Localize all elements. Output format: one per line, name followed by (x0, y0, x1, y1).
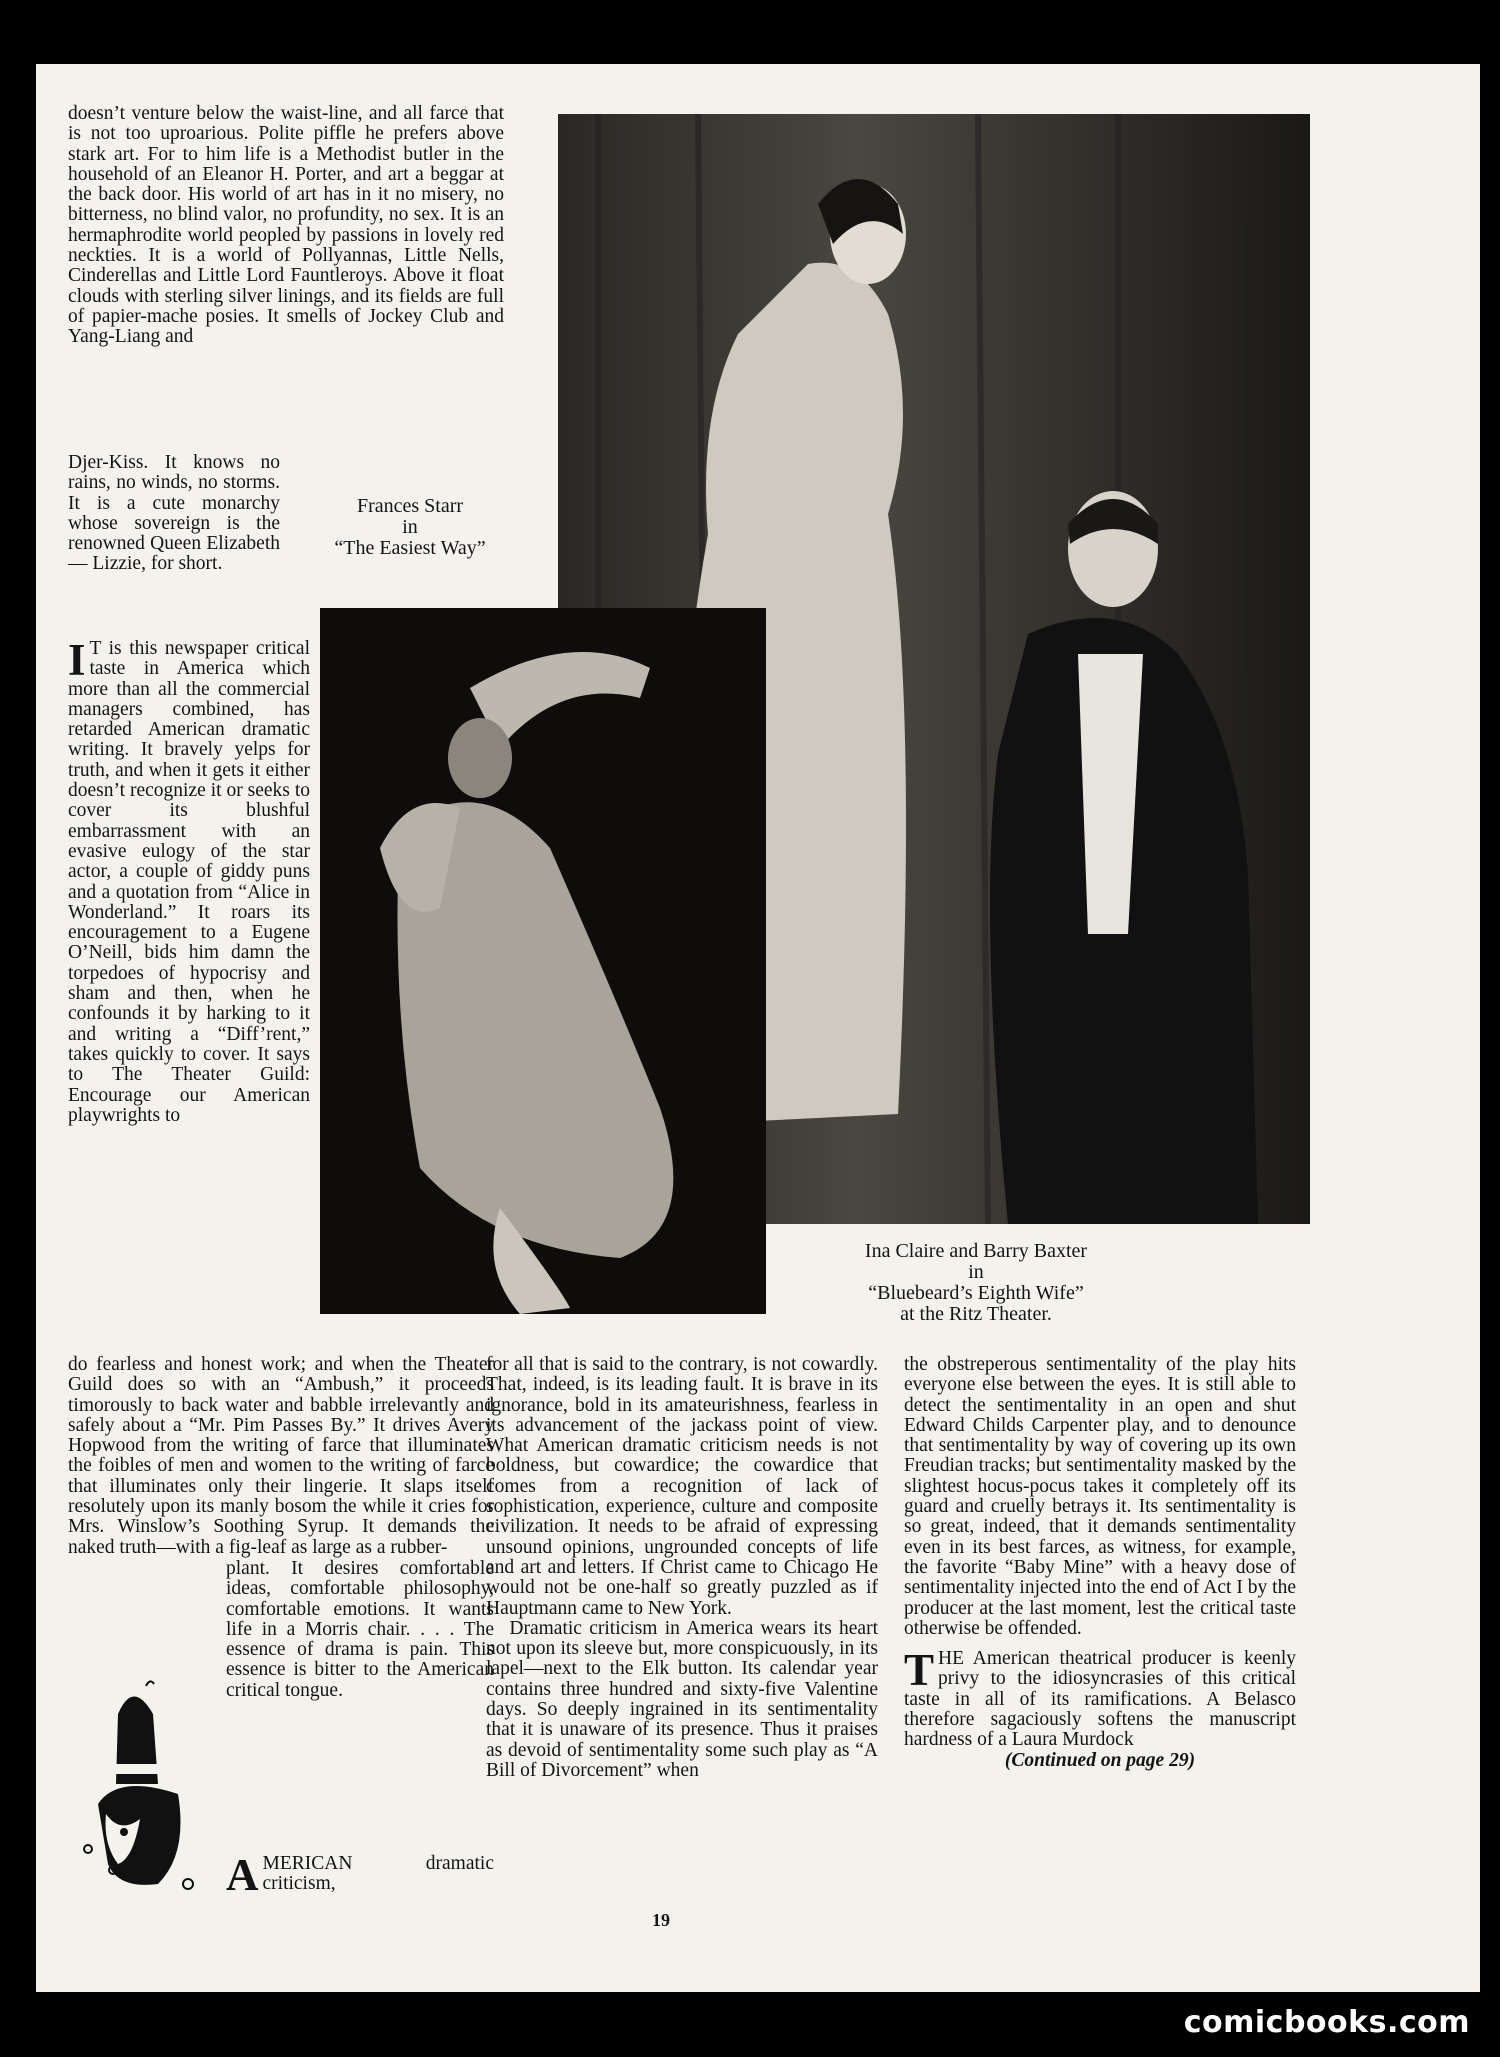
photo-caption-frances-starr: Frances Starr in “The Easiest Way” (334, 495, 486, 559)
drop-cap: T (904, 1645, 935, 1696)
column-1-final-text: A MERICAN dramatic criticism, (226, 1850, 494, 1900)
masked-figure-illustration (58, 1674, 218, 1904)
magazine-page (36, 64, 1480, 1992)
column-1-narrow-text: Djer-Kiss. It knows no rains, no winds, no storms. It is a cute monarchy whose sovereign is the renowned Queen Elizabeth — Lizzie, for short. (68, 452, 280, 575)
drop-cap: I (68, 635, 86, 685)
photo-caption-ina-claire: Ina Claire and Barry Baxter in “Bluebeard’s Eighth Wife” at the Ritz Theater. (864, 1240, 1088, 1325)
photo-frances-starr (320, 608, 766, 1314)
continued-note: (Continued on page 29) (1004, 1749, 1196, 1771)
drop-cap: A (226, 1850, 259, 1900)
page-number: 19 (652, 1910, 670, 1930)
column-1-paragraph-2: I T is this newspaper critical taste in America which more than all the commercial managers combined, has retarded American dramatic writing. It bravely yelps for truth, and when it gets it either doesn’t recognize it or seeks to cover its blushful embarrassment with an evasive eulogy of the star actor, a couple of giddy puns and a quotation from “Alice in Wonderland.” It roars its encouragement to a Eugene O’Neill, bids him damn the torpedoes of hypocrisy and sham and then, when he confounds it by harking to it and writing a “Diff’rent,” takes quickly to cover. It says to The Theater Guild: Encourage our American playwrights to (68, 635, 310, 1126)
column-3-paragraph-2: T HE American theatrical producer is keenly privy to the idiosyncrasies of this critical taste in all of its ramifications. A Belasco therefore sagaciously softens the manuscript hardness of a Laura Murdock (904, 1645, 1296, 1751)
column-1-top-text: doesn’t venture below the waist-line, and all farce that is not too uproarious. Polite piffle he prefers above stark art. For to him life is a Methodist butler in the household of an Eleanor H. Porter, and art a beggar at the back door. His world of art has in it no misery, no bitterness, no blind valor, no profundity, no sex. It is an hermaphrodite world peopled by passions in lovely red neckties. It is a world of Pollyannas, Little Nells, Cinderellas and Little Lord Fauntleroys. Above it float clouds with sterling silver linings, and its fields are full of papier-mache posies. It smells of Jockey Club and Yang-Liang and (68, 103, 504, 348)
watermark: comicbooks.com (1183, 2005, 1470, 2040)
column-1-bottom-text: plant. It desires comfortable ideas, comfortable philosophy, comfortable emotions. It wants life in a Morris chair. . . . The essence of drama is pain. This essence is bitter to the American critical tongue. (226, 1558, 494, 1701)
column-2-text: for all that is said to the contrary, is not cowardly. That, indeed, is its leading fault. It is brave in its ignorance, bold in its amateurishness, fearless in its advancement of the jackass point of view. What American dramatic criticism needs is not boldness, but cowardice; the cowardice that comes from a recognition of lack of sophistication, experience, culture and composite civilization. It needs to be afraid of expressing unsound opinions, ungrounded concepts of life and art and letters. If Christ came to Chicago He would not be one-half so greatly puzzled as if Hauptmann came to New York. Dramatic criticism in America wears its heart not upon its sleeve but, more conspicuously, in its lapel—next to the Elk button. Its calendar year contains three hundred and sixty-five Valentine days. So deeply ingrained in its sentimentality that it is unaware of its presence. Thus it praises as devoid of sentimentality some such play as “A Bill of Divorcement” when (486, 1354, 878, 1781)
column-1-wide-text: do fearless and honest work; and when the Theater Guild does so with an “Ambush,” it proceeds timorously to back water and babble irrelevantly and safely about a “Mr. Pim Passes By.” It drives Avery Hopwood from the writing of farce that illuminates the foibles of men and women to the writing of farce that illuminates only their lingerie. It slaps itself resolutely upon its manly bosom the while it cries for Mrs. Winslow’s Soothing Syrup. It demands the naked truth—with a fig-leaf as large as a rubber- (68, 1354, 494, 1558)
column-3-text: the obstreperous sentimentality of the play hits everyone else between the eyes. It is still able to detect the sentimentality in an open and shut Edward Childs Carpenter play, and to denounce that sentimentality by way of covering up its own Freudian tracks; but sentimentality masked by the slightest hocus-pocus takes it completely off its guard and cruelly betrays it. Its sentimentality is so great, indeed, that it demands sentimentality even in its best farces, as witness, for example, the favorite “Baby Mine” with a heavy dose of sentimentality injected into the end of Act I by the producer at the last moment, lest the critical taste otherwise be offended. T HE American theatrical producer is keenly privy to the idiosyncrasies of this critical taste in all of its ramifications. A Belasco therefore sagaciously softens the manuscript hardness of a Laura Murdock (Continued on page 29) (904, 1354, 1296, 1771)
